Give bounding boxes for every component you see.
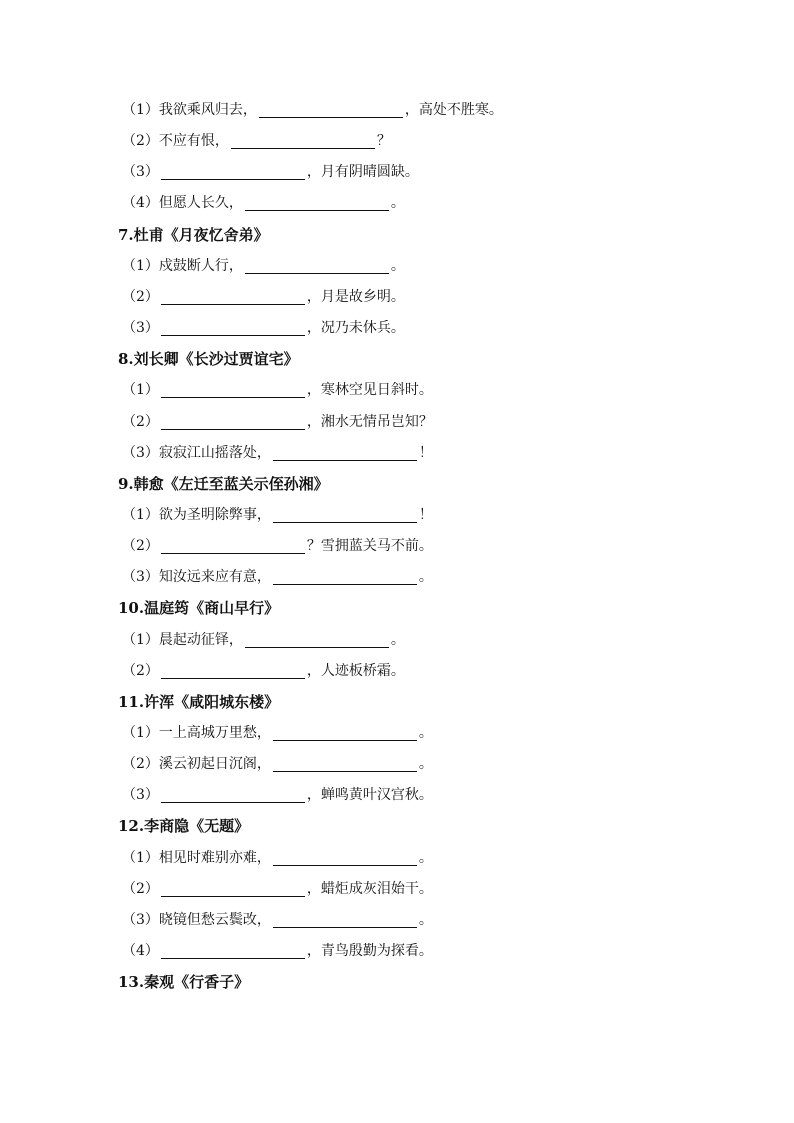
fill-in-item	[122, 939, 433, 963]
given-verse: 我欲乘风归去，	[158, 102, 257, 118]
given-verse: ，湘水无情吊岂知？	[306, 414, 433, 430]
fill-in-item	[122, 129, 391, 153]
fill-in-item	[122, 191, 405, 215]
answer-blank[interactable]	[161, 941, 305, 959]
answer-blank[interactable]	[273, 505, 417, 523]
fill-in-item	[122, 908, 433, 932]
fill-in-item	[122, 628, 405, 652]
given-verse: ，况乃未休兵。	[306, 320, 405, 336]
item-number: （1）	[122, 507, 159, 523]
given-verse: ，青鸟殷勤为探看。	[306, 943, 433, 959]
given-verse: 相见时难别亦难，	[158, 850, 271, 866]
item-number: （2）	[122, 881, 159, 897]
given-verse: ，蜡炬成灰泪始干。	[306, 881, 433, 897]
answer-blank[interactable]	[245, 256, 389, 274]
given-verse: 。	[418, 569, 433, 585]
given-verse: 。	[418, 912, 433, 928]
answer-blank[interactable]	[273, 443, 417, 461]
answer-blank[interactable]	[161, 879, 305, 897]
poem-heading: 11.许浑《咸阳城东楼》	[118, 693, 280, 711]
item-number: （1）	[122, 725, 159, 741]
given-verse: 不应有恨，	[158, 133, 229, 149]
given-verse: 欲为圣明除弊事，	[158, 507, 271, 523]
fill-in-item	[122, 503, 433, 527]
answer-blank[interactable]	[245, 193, 389, 211]
answer-blank[interactable]	[161, 287, 305, 305]
answer-blank[interactable]	[273, 910, 417, 928]
fill-in-item	[122, 316, 405, 340]
item-number: （2）	[122, 414, 159, 430]
item-number: （3）	[122, 164, 159, 180]
answer-blank[interactable]	[161, 380, 305, 398]
answer-blank[interactable]	[161, 318, 305, 336]
given-verse: 晓镜但愁云鬓改，	[158, 912, 271, 928]
answer-blank[interactable]	[161, 785, 305, 803]
given-verse: ！	[418, 507, 433, 523]
item-number: （2）	[122, 538, 159, 554]
item-number: （2）	[122, 663, 159, 679]
answer-blank[interactable]	[161, 162, 305, 180]
poem-heading: 9.韩愈《左迁至蓝关示侄孙湘》	[118, 475, 329, 493]
answer-blank[interactable]	[161, 412, 305, 430]
answer-blank[interactable]	[259, 100, 403, 118]
item-number: （2）	[122, 133, 159, 149]
fill-in-item	[122, 441, 433, 465]
item-number: （1）	[122, 102, 159, 118]
answer-blank[interactable]	[273, 567, 417, 585]
poem-heading: 8.刘长卿《长沙过贾谊宅》	[118, 350, 299, 368]
given-verse: 。	[390, 195, 405, 211]
fill-in-item	[122, 254, 405, 278]
poem-heading: 13.秦观《行香子》	[118, 973, 250, 991]
answer-blank[interactable]	[273, 848, 417, 866]
item-number: （3）	[122, 787, 159, 803]
answer-blank[interactable]	[161, 661, 305, 679]
given-verse: 但愿人长久，	[158, 195, 243, 211]
given-verse: ，高处不胜寒。	[404, 102, 503, 118]
given-verse: 晨起动征铎，	[158, 632, 243, 648]
fill-in-item	[122, 783, 433, 807]
item-number: （1）	[122, 632, 159, 648]
given-verse: 。	[390, 632, 405, 648]
given-verse: ！	[418, 445, 433, 461]
fill-in-item	[122, 659, 405, 683]
given-verse: 一上高城万里愁，	[158, 725, 271, 741]
fill-in-item	[122, 877, 433, 901]
item-number: （1）	[122, 382, 159, 398]
given-verse: 知汝远来应有意，	[158, 569, 271, 585]
item-number: （4）	[122, 943, 159, 959]
fill-in-item	[122, 846, 433, 870]
answer-blank[interactable]	[231, 131, 375, 149]
given-verse: 溪云初起日沉阁，	[158, 756, 271, 772]
fill-in-item	[122, 160, 419, 184]
given-verse: 戍鼓断人行，	[158, 258, 243, 274]
poem-heading: 12.李商隐《无题》	[118, 817, 250, 835]
given-verse: ，寒林空见日斜时。	[306, 382, 433, 398]
item-number: （3）	[122, 445, 159, 461]
item-number: （3）	[122, 320, 159, 336]
given-verse: ，人迹板桥霜。	[306, 663, 405, 679]
fill-in-item	[122, 410, 433, 434]
fill-in-item	[122, 98, 503, 122]
item-number: （3）	[122, 912, 159, 928]
given-verse: 。	[418, 756, 433, 772]
item-number: （1）	[122, 850, 159, 866]
item-number: （1）	[122, 258, 159, 274]
item-number: （4）	[122, 195, 159, 211]
given-verse: 寂寂江山摇落处，	[158, 445, 271, 461]
fill-in-item	[122, 565, 433, 589]
poem-heading: 7.杜甫《月夜忆舍弟》	[118, 226, 269, 244]
answer-blank[interactable]	[161, 536, 305, 554]
given-verse: ？	[376, 133, 391, 149]
given-verse: 。	[418, 725, 433, 741]
given-verse: 。	[418, 850, 433, 866]
given-verse: ，蝉鸣黄叶汉宫秋。	[306, 787, 433, 803]
item-number: （3）	[122, 569, 159, 585]
fill-in-item	[122, 378, 433, 402]
given-verse: 。	[390, 258, 405, 274]
poem-heading: 10.温庭筠《商山早行》	[118, 599, 280, 617]
given-verse: ，月有阴晴圆缺。	[306, 164, 419, 180]
answer-blank[interactable]	[245, 630, 389, 648]
fill-in-item	[122, 534, 433, 558]
given-verse: ？雪拥蓝关马不前。	[306, 538, 433, 554]
fill-in-item	[122, 721, 433, 745]
item-number: （2）	[122, 289, 159, 305]
fill-in-item	[122, 752, 433, 776]
item-number: （2）	[122, 756, 159, 772]
answer-blank[interactable]	[273, 754, 417, 772]
answer-blank[interactable]	[273, 723, 417, 741]
given-verse: ，月是故乡明。	[306, 289, 405, 305]
fill-in-item	[122, 285, 405, 309]
